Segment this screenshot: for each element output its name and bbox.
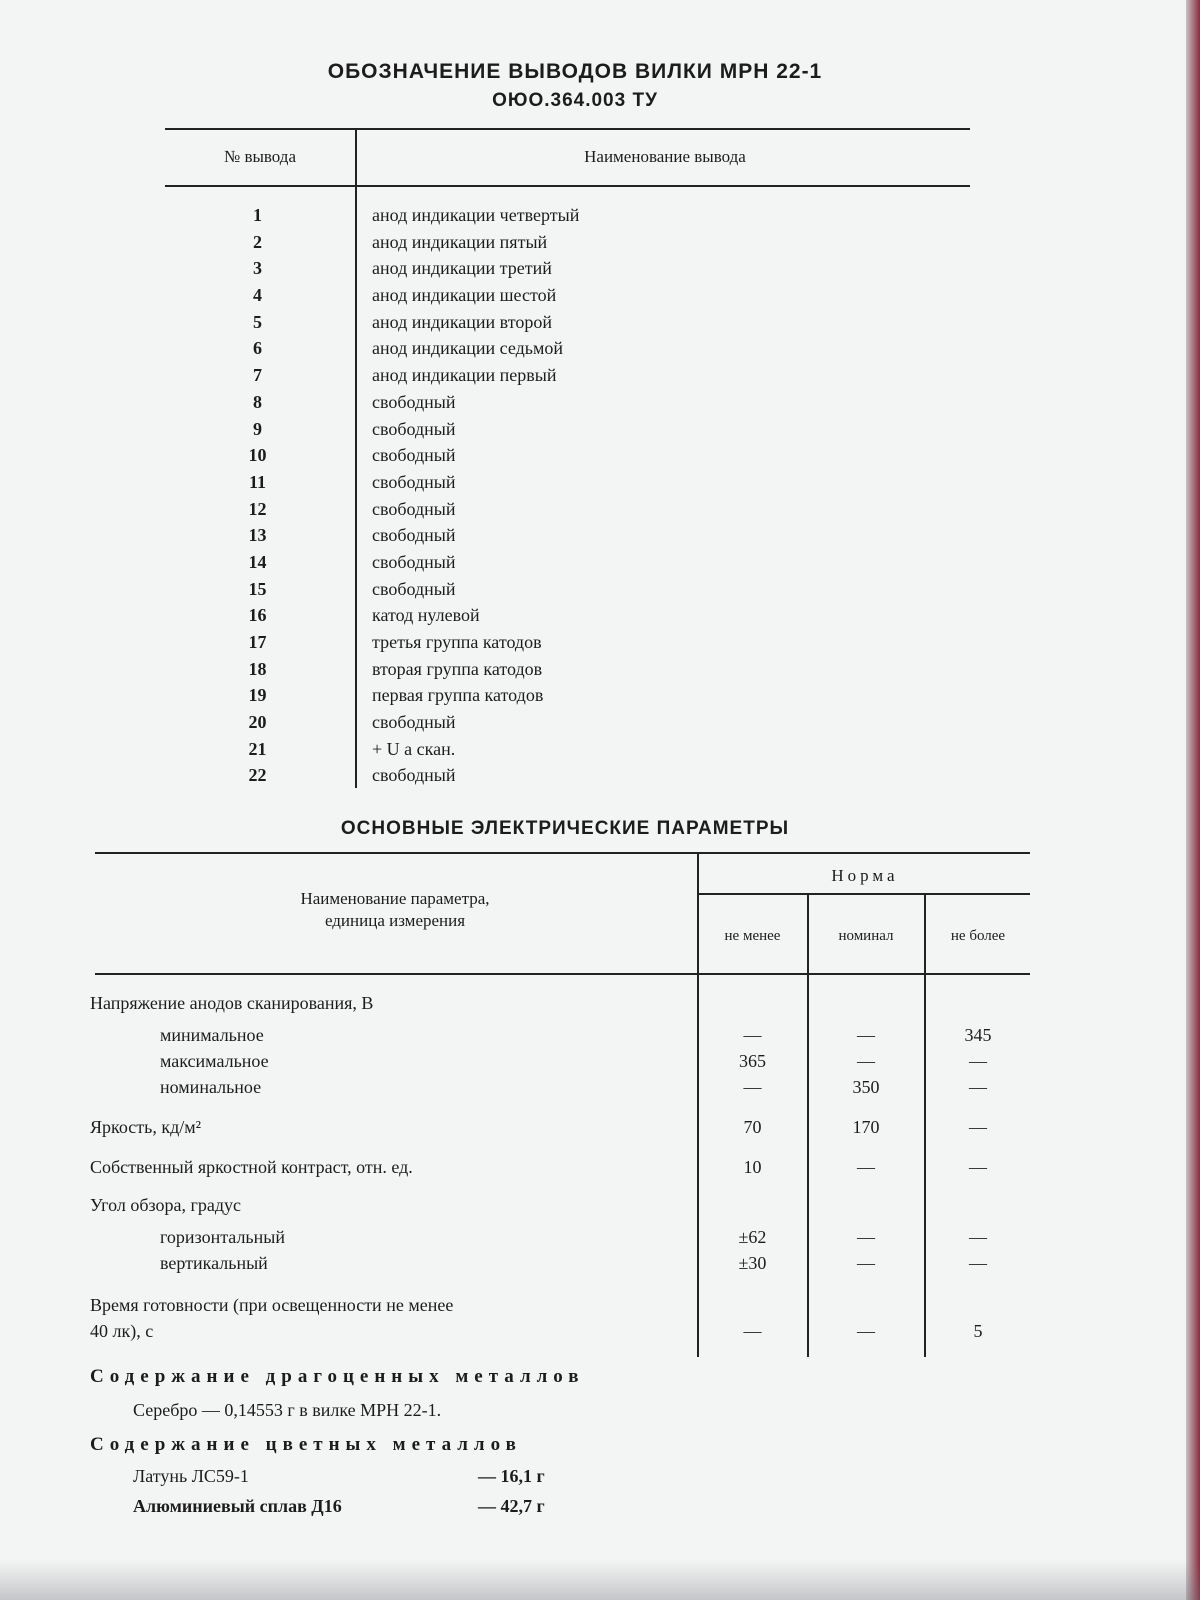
pin-number: 2 — [253, 231, 262, 252]
pin-name: свободный — [372, 551, 456, 572]
pin-row — [165, 255, 985, 282]
pin-number: 21 — [248, 738, 267, 759]
param-row — [0, 1152, 1040, 1182]
pin-number: 22 — [248, 765, 267, 786]
param-value-max: — — [969, 1157, 987, 1177]
param-row — [0, 1072, 1040, 1102]
nonferrous-metal-name: Алюминиевый сплав Д16 — [133, 1496, 342, 1516]
params-header-min: не менее — [724, 928, 781, 944]
params-header-nom: номинал — [838, 928, 894, 944]
pin-name: анод индикации пятый — [372, 231, 548, 252]
pin-number: 1 — [253, 205, 262, 225]
nonferrous-metal-name: Латунь ЛС59-1 — [133, 1466, 249, 1486]
param-value-max: 5 — [973, 1321, 983, 1341]
pin-number: 9 — [253, 418, 262, 439]
params-header-max: не более — [950, 928, 1006, 944]
pin-number: 18 — [248, 658, 267, 679]
param-value-nom: — — [857, 1051, 875, 1071]
pin-number: 8 — [253, 391, 262, 412]
param-value-nom: — — [857, 1157, 875, 1177]
pin-name: свободный — [372, 418, 456, 439]
param-value-max: — — [969, 1077, 987, 1097]
pin-number: 10 — [248, 445, 267, 466]
param-row — [0, 1248, 1040, 1278]
pin-number: 13 — [248, 525, 267, 546]
pin-row — [165, 762, 985, 789]
pin-name: вторая группа катодов — [372, 658, 543, 679]
nonferrous-metal-value: — 16,1 г — [478, 1466, 545, 1486]
page-edge — [1186, 0, 1200, 1600]
pin-number: 15 — [248, 578, 267, 599]
pin-name: + U a скан. — [372, 738, 456, 759]
pins-title: ОБОЗНАЧЕНИЕ ВЫВОДОВ ВИЛКИ МРН 22-1 — [327, 60, 823, 83]
params-title: ОСНОВНЫЕ ЭЛЕКТРИЧЕСКИЕ ПАРАМЕТРЫ — [340, 818, 790, 839]
pin-row — [165, 736, 985, 763]
pin-row — [165, 362, 985, 389]
params-header-name-line2: единица измерения — [324, 911, 466, 930]
params-header-name — [95, 888, 695, 932]
params-header-rule — [95, 973, 1030, 975]
pin-row — [165, 416, 985, 443]
pin-name: анод индикации второй — [372, 311, 552, 332]
param-label: 40 лк), с — [90, 1321, 154, 1341]
pin-row — [165, 496, 985, 523]
pin-row — [165, 469, 985, 496]
pins-table-body — [165, 202, 985, 789]
pin-row — [165, 682, 985, 709]
pin-name: первая группа катодов — [372, 685, 544, 706]
nonferrous-metal-value: — 42,7 г — [478, 1496, 545, 1516]
nonferrous-metals-title: Содержание цветных металлов — [90, 1434, 522, 1455]
param-value-min: 70 — [743, 1117, 762, 1137]
pin-number: 20 — [248, 712, 267, 733]
param-value-min: — — [743, 1077, 762, 1097]
pin-row — [165, 709, 985, 736]
pins-table-top-rule — [165, 128, 970, 130]
pin-name: анод индикации четвертый — [372, 205, 580, 225]
param-label: Угол обзора, градус — [90, 1195, 242, 1215]
pin-row — [165, 389, 985, 416]
pins-subtitle: ОЮО.364.003 ТУ — [492, 90, 658, 111]
pins-header-number: № вывода — [223, 147, 297, 166]
pin-row — [165, 335, 985, 362]
pin-name: свободный — [372, 712, 456, 733]
pin-name: свободный — [372, 471, 456, 492]
param-value-min: 10 — [743, 1157, 762, 1177]
param-row — [0, 988, 1040, 1018]
pin-number: 5 — [253, 311, 262, 332]
param-value-nom: — — [857, 1025, 875, 1045]
param-value-nom: — — [857, 1253, 875, 1273]
pin-row — [165, 282, 985, 309]
pin-row — [165, 202, 985, 229]
params-header-norma: Норма — [831, 866, 899, 885]
pin-number: 6 — [253, 338, 262, 359]
pin-name: анод индикации шестой — [372, 285, 557, 306]
param-value-min: — — [743, 1321, 762, 1341]
params-norma-rule — [698, 893, 1030, 895]
precious-metals-line: Серебро — 0,14553 г в вилке МРН 22-1. — [133, 1400, 442, 1420]
param-value-max: — — [969, 1227, 987, 1247]
pin-number: 11 — [248, 471, 266, 492]
params-header-name-line1: Наименование параметра, — [300, 889, 490, 908]
pin-name: свободный — [372, 391, 456, 412]
pin-number: 7 — [253, 365, 262, 386]
params-table-top-rule — [95, 852, 1030, 854]
param-label: максимальное — [160, 1051, 269, 1071]
param-value-max: 345 — [964, 1025, 992, 1045]
pin-row — [165, 629, 985, 656]
params-divider-1 — [697, 852, 699, 1357]
pin-row — [165, 309, 985, 336]
pin-name: свободный — [372, 445, 456, 466]
pin-row — [165, 656, 985, 683]
pin-number: 3 — [253, 258, 262, 279]
pin-name: свободный — [372, 578, 456, 599]
pin-name: катод нулевой — [372, 605, 480, 626]
pin-name: свободный — [372, 765, 456, 786]
param-label: минимальное — [160, 1025, 264, 1045]
param-value-nom: 350 — [852, 1077, 880, 1097]
pin-name: анод индикации третий — [372, 258, 552, 279]
pin-row — [165, 522, 985, 549]
param-label: Время готовности (при освещенности не менее — [90, 1295, 454, 1315]
param-value-nom: — — [857, 1227, 875, 1247]
pin-name: третья группа катодов — [372, 632, 542, 652]
pin-name: свободный — [372, 498, 456, 519]
param-value-min: 365 — [739, 1051, 766, 1071]
param-label: вертикальный — [160, 1253, 268, 1273]
param-value-min: ±62 — [738, 1227, 767, 1247]
precious-metals-title: Содержание драгоценных металлов — [90, 1366, 585, 1387]
param-value-max: — — [969, 1253, 987, 1273]
pin-name: анод индикации первый — [372, 365, 557, 386]
param-label: Собственный яркостной контраст, отн. ед. — [90, 1157, 413, 1177]
param-label: номинальное — [160, 1077, 262, 1097]
pin-row — [165, 229, 985, 256]
param-row — [0, 1112, 1040, 1142]
pins-table-header-rule — [165, 185, 970, 187]
pin-number: 16 — [248, 605, 267, 626]
param-value-min: — — [743, 1025, 762, 1045]
param-row — [0, 1316, 1040, 1346]
pin-row — [165, 602, 985, 629]
pin-number: 17 — [248, 632, 267, 652]
bottom-shadow — [0, 1560, 1200, 1600]
param-value-max: — — [969, 1051, 987, 1071]
pin-number: 4 — [253, 285, 262, 306]
param-value-nom: 170 — [852, 1117, 880, 1137]
pin-row — [165, 576, 985, 603]
pin-number: 19 — [248, 685, 267, 706]
param-label: Напряжение анодов сканирования, В — [90, 993, 374, 1013]
pins-header-name: Наименование вывода — [584, 147, 746, 166]
param-value-max: — — [969, 1117, 987, 1137]
param-value-nom: — — [857, 1321, 875, 1341]
pin-row — [165, 549, 985, 576]
param-label: горизонтальный — [160, 1227, 285, 1247]
pin-number: 14 — [248, 551, 267, 572]
pin-name: свободный — [372, 525, 456, 546]
pin-name: анод индикации седьмой — [372, 338, 564, 359]
param-row — [0, 1190, 1040, 1220]
pin-number: 12 — [248, 498, 267, 519]
param-label: Яркость, кд/м² — [90, 1117, 202, 1137]
pin-row — [165, 442, 985, 469]
param-value-min: ±30 — [738, 1253, 767, 1273]
